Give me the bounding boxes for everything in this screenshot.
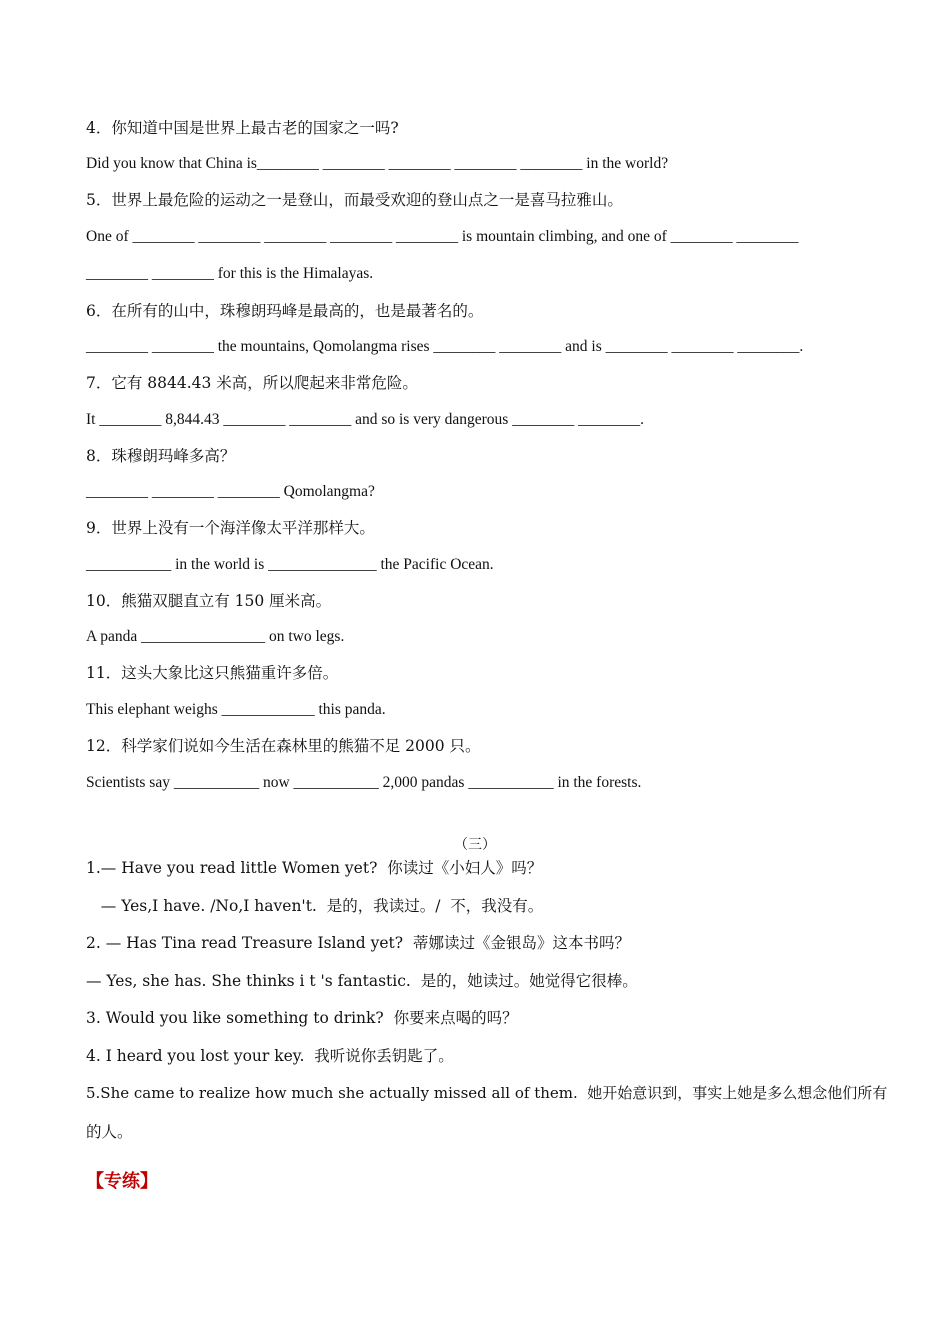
dialogue-line: 3. Would you like something to drink? 你要来点喝的吗？ [86,1009,518,1027]
exercise-5-english-line1: One of ________ ________ ________ ________ ________ is mountain climbing, and one of ________ ________ [86,228,799,245]
exercise-11-chinese: 11．这头大象比这只熊猫重许多倍。 [86,664,339,682]
exercise-4-chinese: 4．你知道中国是世界上最古老的国家之一吗? [86,119,399,137]
exercise-9-english: ___________ in the world is ______________ the Pacific Ocean. [86,556,494,573]
exercise-5-chinese: 5．世界上最危险的运动之一是登山，而最受欢迎的登山点之一是喜马拉雅山。 [86,191,623,209]
exercise-9-chinese: 9．世界上没有一个海洋像太平洋那样大。 [86,519,375,537]
exercise-7-chinese: 7．它有 8844.43 米高，所以爬起来非常危险。 [86,374,418,392]
exercise-12-english: Scientists say ___________ now ___________ 2,000 pandas ___________ in the forests. [86,774,642,791]
dialogue-line: — Yes, she has. She thinks i t 's fantastic. 是的，她读过。她觉得它很棒。 [86,972,638,990]
exercise-7-english: It ________ 8,844.43 ________ ________ and so is very dangerous ________ ________. [86,411,644,428]
exercise-8-chinese: 8．珠穆朗玛峰多高？ [86,447,236,465]
dialogue-line: 1.— Have you read little Women yet? 你读过《小妇人》吗？ [86,859,543,877]
section-3-title: （三） [454,837,496,853]
exercise-10-english: A panda ________________ on two legs. [86,628,345,645]
exercise-4-english: Did you know that China is________ ________ ________ ________ ________ in the world? [86,155,669,172]
exercise-6-chinese: 6．在所有的山中，珠穆朗玛峰是最高的，也是最著名的。 [86,302,484,320]
dialogue-line: 2. — Has Tina read Treasure Island yet? 蒂娜读过《金银岛》这本书吗？ [86,934,630,952]
exercise-10-chinese: 10．熊猫双腿直立有 150 厘米高。 [86,592,332,610]
exercise-12-chinese: 12．科学家们说如今生活在森林里的熊猫不足 2000 只。 [86,737,481,755]
dialogue-line: 4. I heard you lost your key. 我听说你丢钥匙了。 [86,1047,454,1065]
exercise-6-english: ________ ________ the mountains, Qomolangma rises ________ ________ and is ________ ________ ________. [86,338,804,355]
exercise-8-english: ________ ________ ________ Qomolangma? [86,483,375,500]
special-practice-heading: 【专练】 [86,1171,158,1192]
exercise-5-english-line2: ________ ________ for this is the Himalayas. [86,265,374,282]
exercise-11-english: This elephant weighs ____________ this panda. [86,701,386,718]
dialogue-line: — Yes,I have. /No,I haven't. 是的，我读过。/ 不，我没有。 [86,897,544,915]
dialogue-line: 5.She came to realize how much she actually missed all of them. 她开始意识到，事实上她是多么想念他们所有 [86,1084,888,1102]
dialogue-line: 的人。 [86,1123,133,1141]
